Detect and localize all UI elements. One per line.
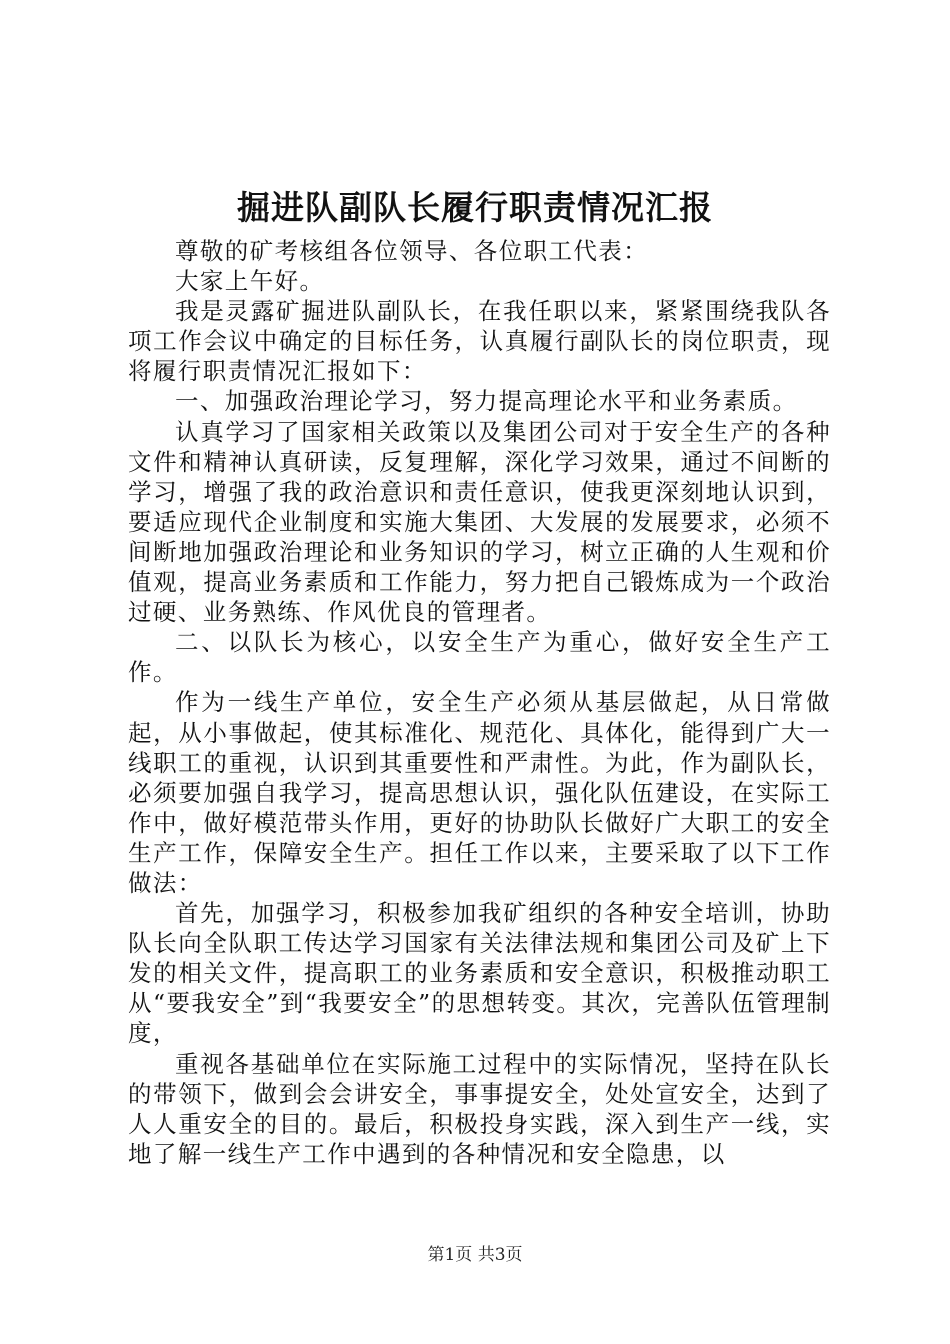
document-title: 掘进队副队长履行职责情况汇报	[237, 188, 713, 227]
document-body	[128, 236, 831, 1169]
section-2-paragraph: 作为一线生产单位，安全生产必须从基层做起，从日常做起，从小事做起，使其标准化、规范化、具体化，能得到广大一线职工的重视，认识到其重要性和严肃性。为此，作为副队长，必须要加强自我学习，提高思想认识，强化队伍建设，在实际工作中，做好模范带头作用，更好的协助队长做好广大职工的安全生产工作，保障安全生产。担任工作以来，主要采取了以下工作做法：	[128, 688, 831, 897]
section-heading-2: 二、以队长为核心，以安全生产为重心，做好安全生产工作。	[128, 628, 831, 687]
page-footer: 第1页 共3页	[427, 1245, 523, 1265]
greeting-paragraph: 大家上午好。	[175, 267, 325, 296]
measures-paragraph-2: 重视各基础单位在实际施工过程中的实际情况，坚持在队长的带领下，做到会会讲安全，事事提安全，处处宣安全，达到了人人重安全的目的。最后，积极投身实践，深入到生产一线，实地了解一线生产工作中遇到的各种情况和安全隐患，以	[128, 1049, 831, 1168]
section-heading-1: 一、加强政治理论学习，努力提高理论水平和业务素质。	[175, 387, 798, 416]
measures-paragraph-1: 首先，加强学习，积极参加我矿组织的各种安全培训，协助队长向全队职工传达学习国家有关法律法规和集团公司及矿上下发的相关文件，提高职工的业务素质和安全意识，积极推动职工从“要我安全”到“我要安全”的思想转变。其次，完善队伍管理制度，	[128, 899, 831, 1048]
intro-paragraph: 我是灵露矿掘进队副队长，在我任职以来，紧紧围绕我队各项工作会议中确定的目标任务，认真履行副队长的岗位职责，现将履行职责情况汇报如下：	[128, 297, 831, 386]
section-1-paragraph: 认真学习了国家相关政策以及集团公司对于安全生产的各种文件和精神认真研读，反复理解，深化学习效果，通过不间断的学习，增强了我的政治意识和责任意识，使我更深刻地认识到，要适应现代企业制度和实施大集团、大发展的发展要求，必须不间断地加强政治理论和业务知识的学习，树立正确的人生观和价值观，提高业务素质和工作能力，努力把自己锻炼成为一个政治过硬、业务熟练、作风优良的管理者。	[128, 417, 831, 627]
salutation-paragraph: 尊敬的矿考核组各位领导、各位职工代表：	[175, 237, 649, 265]
